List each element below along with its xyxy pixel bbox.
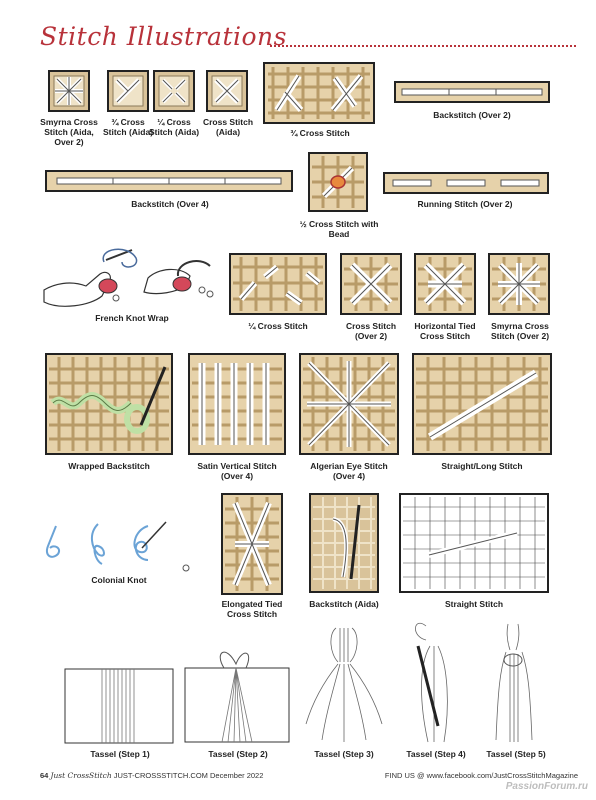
caption-straight-long: Straight/Long Stitch: [441, 461, 523, 471]
colonial-knot-diagram: [36, 520, 196, 574]
caption-quarter-aida: ¼ Cross Stitch (Aida): [148, 117, 200, 137]
smyrna-aida-diagram: [48, 70, 90, 112]
caption-straight-stitch: Straight Stitch: [444, 599, 504, 609]
tassel-step3-diagram: [302, 624, 386, 744]
caption-tassel1: Tassel (Step 1): [90, 749, 150, 759]
caption-horizontal-tied: Horizontal Tied Cross Stitch: [414, 321, 476, 341]
caption-cross-over2: Cross Stitch (Over 2): [345, 321, 397, 341]
tassel-step5-diagram: [484, 620, 544, 744]
watermark: PassionForum.ru: [505, 781, 588, 792]
french-knot-diagram: [40, 240, 216, 312]
straight-long-diagram: [412, 353, 552, 455]
site-url[interactable]: JUST-CROSSSTITCH.COM: [113, 771, 208, 780]
three-quarter-diagram: [263, 62, 375, 124]
footer-left: [40, 771, 263, 780]
caption-smyrna-over2: Smyrna Cross Stitch (Over 2): [490, 321, 550, 341]
caption-three-quarter-aida: ¾ Cross Stitch (Aida): [102, 117, 154, 137]
cross-over2-diagram: [340, 253, 402, 315]
running-stitch-diagram: [383, 172, 549, 194]
title-dotted-rule: [270, 45, 576, 47]
caption-tassel2: Tassel (Step 2): [208, 749, 268, 759]
horizontal-tied-diagram: [414, 253, 476, 315]
tassel-step1-diagram: [64, 668, 174, 744]
satin-vertical-diagram: [188, 353, 286, 455]
half-cross-bead-diagram: [308, 152, 368, 212]
tassel-step2-diagram: [184, 640, 290, 744]
caption-quarter: ¼ Cross Stitch: [248, 321, 308, 331]
page-number: 64: [40, 771, 49, 780]
caption-running-over2: Running Stitch (Over 2): [417, 199, 513, 209]
caption-backstitch-aida: Backstitch (Aida): [309, 599, 379, 609]
wrapped-backstitch-diagram: [45, 353, 173, 455]
caption-tassel5: Tassel (Step 5): [486, 749, 546, 759]
caption-tassel3: Tassel (Step 3): [314, 749, 374, 759]
caption-smyrna-aida: Smyrna Cross Stitch (Aida, Over 2): [40, 117, 98, 147]
page-title: Stitch Illustrations: [40, 22, 287, 51]
magazine-brand: Just CrossStitch: [50, 771, 112, 780]
caption-backstitch-over4: Backstitch (Over 4): [131, 199, 209, 209]
caption-tassel4: Tassel (Step 4): [406, 749, 466, 759]
caption-french-knot: French Knot Wrap: [95, 313, 169, 323]
algerian-eye-diagram: [299, 353, 399, 455]
caption-algerian-eye: Algerian Eye Stitch (Over 4): [310, 461, 388, 481]
caption-half-cross-bead: ½ Cross Stitch with Bead: [299, 219, 379, 239]
smyrna-over2-diagram: [488, 253, 550, 315]
caption-colonial-knot: Colonial Knot: [91, 575, 147, 585]
caption-satin-vertical: Satin Vertical Stitch (Over 4): [197, 461, 277, 481]
caption-cross-aida: Cross Stitch (Aida): [202, 117, 254, 137]
backstitch-over4-diagram: [45, 170, 293, 192]
quarter-cross-diagram: [229, 253, 327, 315]
elongated-tied-diagram: [221, 493, 283, 595]
tassel-step4-diagram: [404, 616, 470, 744]
caption-backstitch-over2: Backstitch (Over 2): [433, 110, 511, 120]
caption-elongated-tied: Elongated Tied Cross Stitch: [221, 599, 283, 619]
footer-find-us[interactable]: FIND US @ www.facebook.com/JustCrossStitchMagazine: [384, 771, 578, 780]
cross-aida-diagram: [206, 70, 248, 112]
quarter-aida-diagram: [153, 70, 195, 112]
caption-wrapped-backstitch: Wrapped Backstitch: [68, 461, 150, 471]
caption-three-quarter: ¾ Cross Stitch: [290, 128, 350, 138]
three-quarter-aida-diagram: [107, 70, 149, 112]
backstitch-aida-diagram: [309, 493, 379, 593]
straight-stitch-diagram: [399, 493, 549, 593]
backstitch-over2-diagram: [394, 81, 550, 103]
issue-date: December 2022: [210, 771, 264, 780]
